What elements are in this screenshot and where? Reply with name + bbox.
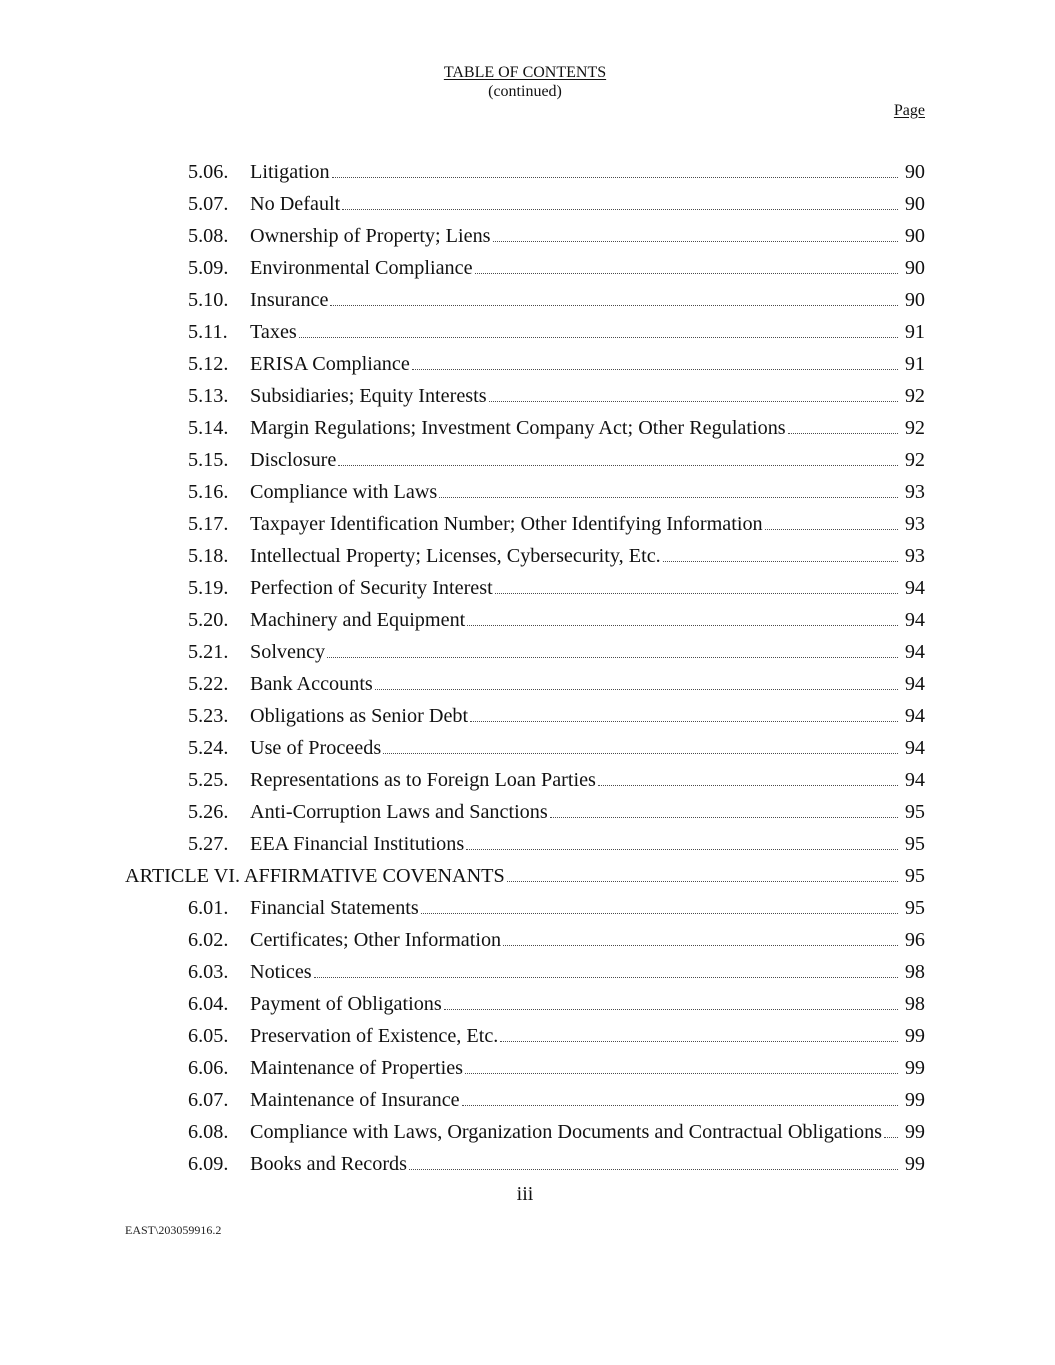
toc-entry xyxy=(125,668,925,700)
toc-entry-page: 93 xyxy=(904,513,925,535)
toc-entry-number: 5.16. xyxy=(188,481,229,503)
toc-entry xyxy=(125,188,925,220)
toc-entry xyxy=(125,1084,925,1116)
toc-entry-number: 6.04. xyxy=(188,993,229,1015)
dot-leader xyxy=(503,945,898,946)
toc-entry-title: Environmental Compliance xyxy=(250,257,473,279)
toc-entry xyxy=(125,348,925,380)
toc-entry-page: 94 xyxy=(904,673,925,695)
toc-entry xyxy=(125,892,925,924)
toc-entry-title: EEA Financial Institutions xyxy=(250,833,465,855)
toc-entry xyxy=(125,732,925,764)
toc-entry-page: 91 xyxy=(904,353,925,375)
toc-entry-number: 6.05. xyxy=(188,1025,229,1047)
toc-entry-page: 99 xyxy=(904,1057,925,1079)
dot-leader xyxy=(342,209,898,210)
toc-entry-title: Preservation of Existence, Etc. xyxy=(250,1025,499,1047)
toc-entry-page: 96 xyxy=(904,929,925,951)
toc-entry-page: 90 xyxy=(904,289,925,311)
toc-entry-number: 5.19. xyxy=(188,577,229,599)
toc-entry-page: 94 xyxy=(904,609,925,631)
toc-entry-page: 99 xyxy=(904,1153,925,1175)
dot-leader xyxy=(330,305,898,306)
toc-entry xyxy=(125,860,925,892)
toc-entry xyxy=(125,1148,925,1180)
toc-entry-number: 6.03. xyxy=(188,961,229,983)
toc-entry xyxy=(125,924,925,956)
dot-leader xyxy=(507,881,898,882)
toc-entry-number: 6.08. xyxy=(188,1121,229,1143)
dot-leader xyxy=(421,913,898,914)
toc-entry-number: 5.22. xyxy=(188,673,229,695)
toc-entry-page: 92 xyxy=(904,449,925,471)
toc-entry-number: 6.06. xyxy=(188,1057,229,1079)
folio-page-number: iii xyxy=(516,1183,534,1205)
toc-entry-page: 94 xyxy=(904,705,925,727)
toc-entry-page: 98 xyxy=(904,961,925,983)
toc-entry-number: 5.18. xyxy=(188,545,229,567)
dot-leader xyxy=(466,849,898,850)
toc-entry-page: 93 xyxy=(904,481,925,503)
toc-entry-page: 95 xyxy=(904,801,925,823)
toc-entry-page: 94 xyxy=(904,769,925,791)
toc-entry-page: 99 xyxy=(904,1089,925,1111)
dot-leader xyxy=(444,1009,898,1010)
dot-leader xyxy=(383,753,898,754)
toc-entry-title: Bank Accounts xyxy=(250,673,373,695)
toc-entry-title: Taxes xyxy=(250,321,297,343)
toc-entry xyxy=(125,700,925,732)
toc-entry-page: 98 xyxy=(904,993,925,1015)
toc-entry-number: 6.09. xyxy=(188,1153,229,1175)
toc-entry-page: 94 xyxy=(904,577,925,599)
toc-entry xyxy=(125,796,925,828)
toc-entry-page: 95 xyxy=(904,897,925,919)
toc-entry-number: 6.01. xyxy=(188,897,229,919)
toc-entry-title: Solvency xyxy=(250,641,326,663)
dot-leader xyxy=(467,625,898,626)
page-title: TABLE OF CONTENTS xyxy=(443,64,607,81)
toc-entry xyxy=(125,252,925,284)
toc-entry-number: 5.12. xyxy=(188,353,229,375)
dot-leader xyxy=(412,369,898,370)
toc-entry-page: 90 xyxy=(904,161,925,183)
toc-entry-number: 5.27. xyxy=(188,833,229,855)
dot-leader xyxy=(495,593,898,594)
toc-entry-title: Intellectual Property; Licenses, Cybersecurity, Etc. xyxy=(250,545,661,567)
toc-entry-title: Subsidiaries; Equity Interests xyxy=(250,385,487,407)
toc-entry xyxy=(125,412,925,444)
toc-entry xyxy=(125,956,925,988)
toc-entry-number: 5.26. xyxy=(188,801,229,823)
toc-entry xyxy=(125,380,925,412)
dot-leader xyxy=(788,433,898,434)
toc-entry xyxy=(125,988,925,1020)
toc-entry-title: Representations as to Foreign Loan Parties xyxy=(250,769,596,791)
toc-entry-number: 5.11. xyxy=(188,321,228,343)
toc-entry-title: Margin Regulations; Investment Company Act; Other Regulations xyxy=(250,417,786,439)
dot-leader xyxy=(314,977,898,978)
dot-leader xyxy=(663,561,898,562)
toc-entry-title: Ownership of Property; Liens xyxy=(250,225,491,247)
toc-list xyxy=(125,156,925,1180)
toc-entry-title: Maintenance of Insurance xyxy=(250,1089,460,1111)
toc-entry-title: Financial Statements xyxy=(250,897,419,919)
toc-entry-title: Taxpayer Identification Number; Other Identifying Information xyxy=(250,513,763,535)
toc-entry-title: Certificates; Other Information xyxy=(250,929,502,951)
toc-entry-page: 92 xyxy=(904,385,925,407)
toc-entry xyxy=(125,316,925,348)
dot-leader xyxy=(338,465,898,466)
toc-entry xyxy=(125,284,925,316)
dot-leader xyxy=(327,657,898,658)
dot-leader xyxy=(299,337,898,338)
toc-entry-title: Compliance with Laws, Organization Documents and Contractual Obligations xyxy=(250,1121,883,1143)
toc-entry-number: 5.06. xyxy=(188,161,229,183)
dot-leader xyxy=(550,817,898,818)
toc-entry-page: 90 xyxy=(904,193,925,215)
toc-entry-page: 90 xyxy=(904,225,925,247)
toc-entry xyxy=(125,476,925,508)
toc-entry-title: Machinery and Equipment xyxy=(250,609,466,631)
dot-leader xyxy=(465,1073,898,1074)
dot-leader xyxy=(332,177,898,178)
toc-entry xyxy=(125,1116,925,1148)
toc-entry-title: Disclosure xyxy=(250,449,337,471)
dot-leader xyxy=(462,1105,898,1106)
dot-leader xyxy=(375,689,898,690)
dot-leader xyxy=(439,497,898,498)
toc-entry xyxy=(125,572,925,604)
toc-entry-number: 6.02. xyxy=(188,929,229,951)
toc-entry-number: 5.20. xyxy=(188,609,229,631)
toc-entry-page: 92 xyxy=(904,417,925,439)
toc-entry-title: ERISA Compliance xyxy=(250,353,410,375)
toc-entry-number: 5.25. xyxy=(188,769,229,791)
toc-entry-number: 5.14. xyxy=(188,417,229,439)
dot-leader xyxy=(765,529,898,530)
toc-entry-title: Payment of Obligations xyxy=(250,993,442,1015)
toc-entry-number: 5.07. xyxy=(188,193,229,215)
toc-entry xyxy=(125,1052,925,1084)
toc-entry xyxy=(125,828,925,860)
toc-entry xyxy=(125,444,925,476)
dot-leader xyxy=(884,1137,898,1138)
dot-leader xyxy=(598,785,898,786)
toc-entry xyxy=(125,220,925,252)
toc-entry-number: 5.17. xyxy=(188,513,229,535)
page-column-header-row xyxy=(125,101,925,120)
toc-entry xyxy=(125,604,925,636)
dot-leader xyxy=(470,721,898,722)
toc-entry xyxy=(125,764,925,796)
toc-entry-number: 6.07. xyxy=(188,1089,229,1111)
page-subtitle: (continued) xyxy=(488,83,562,100)
toc-entry-number: 5.09. xyxy=(188,257,229,279)
toc-entry-number: 5.24. xyxy=(188,737,229,759)
toc-entry xyxy=(125,636,925,668)
toc-entry xyxy=(125,508,925,540)
toc-entry-number: 5.15. xyxy=(188,449,229,471)
toc-entry-page: 94 xyxy=(904,641,925,663)
toc-entry xyxy=(125,156,925,188)
toc-entry-number: 5.21. xyxy=(188,641,229,663)
toc-entry-title: Maintenance of Properties xyxy=(250,1057,464,1079)
toc-entry-page: 94 xyxy=(904,737,925,759)
toc-entry xyxy=(125,1020,925,1052)
toc-entry-number: 5.10. xyxy=(188,289,229,311)
toc-entry-title: Perfection of Security Interest xyxy=(250,577,493,599)
toc-entry-title: Insurance xyxy=(250,289,329,311)
toc-entry-number: 5.23. xyxy=(188,705,229,727)
toc-entry-page: 90 xyxy=(904,257,925,279)
toc-entry-page: 95 xyxy=(904,865,925,887)
toc-entry-title: Anti-Corruption Laws and Sanctions xyxy=(250,801,548,823)
toc-entry-number: 5.13. xyxy=(188,385,229,407)
toc-entry-title: Obligations as Senior Debt xyxy=(250,705,469,727)
toc-entry-page: 93 xyxy=(904,545,925,567)
toc-entry-title: Books and Records xyxy=(250,1153,407,1175)
toc-entry xyxy=(125,540,925,572)
document-id: EAST\203059916.2 xyxy=(125,1223,222,1237)
toc-entry-page: 99 xyxy=(904,1121,925,1143)
page-title-row xyxy=(125,63,925,82)
toc-entry-title: Notices xyxy=(250,961,312,983)
toc-entry-number: 5.08. xyxy=(188,225,229,247)
toc-entry-title: No Default xyxy=(250,193,341,215)
toc-entry-title: ARTICLE VI. AFFIRMATIVE COVENANTS xyxy=(125,865,505,887)
dot-leader xyxy=(475,273,898,274)
dot-leader xyxy=(489,401,898,402)
dot-leader xyxy=(500,1041,898,1042)
toc-entry-title: Use of Proceeds xyxy=(250,737,382,759)
toc-entry-page: 99 xyxy=(904,1025,925,1047)
toc-entry-title: Compliance with Laws xyxy=(250,481,438,503)
page-column-label: Page xyxy=(893,102,925,119)
dot-leader xyxy=(409,1169,898,1170)
toc-entry-page: 91 xyxy=(904,321,925,343)
toc-entry-title: Litigation xyxy=(250,161,330,183)
dot-leader xyxy=(493,241,898,242)
toc-entry-page: 95 xyxy=(904,833,925,855)
